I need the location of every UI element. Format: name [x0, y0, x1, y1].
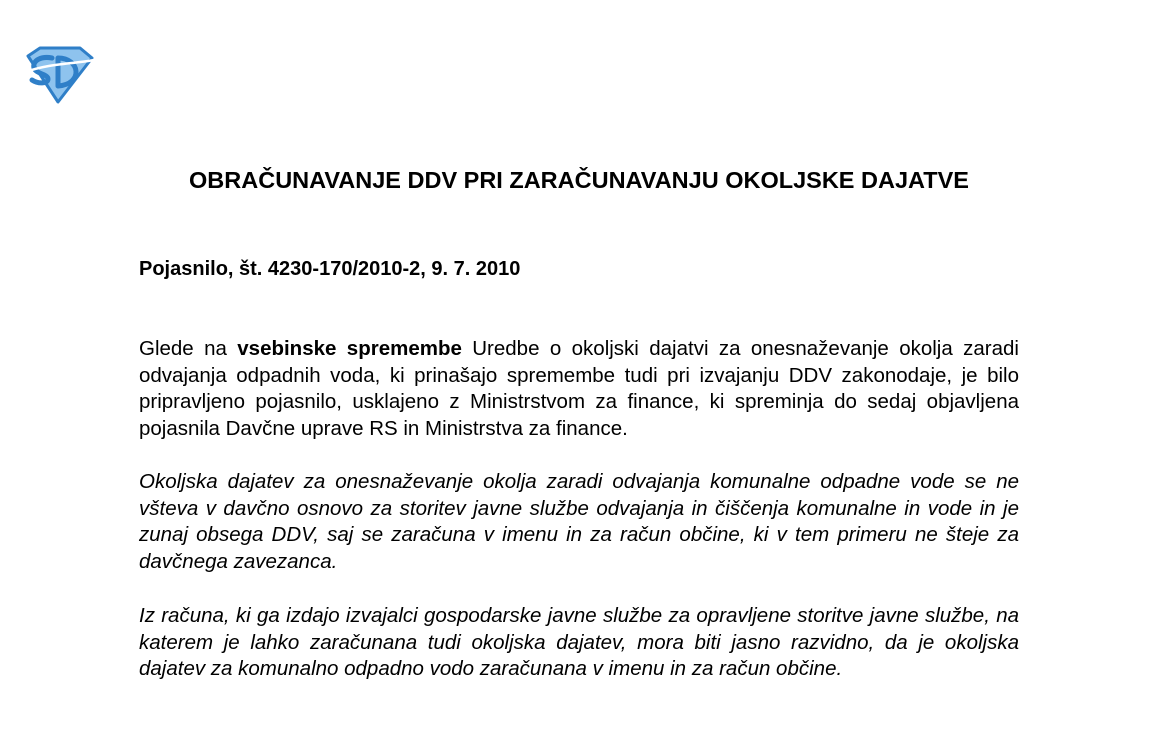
- paragraph-2: Okoljska dajatev za onesnaževanje okolja zaradi odvajanja komunalne odpadne vode se ne všteva v davčno osnovo za storitev javne službe odvajanja in čiščenja komunalne in vode in je zunaj obsega DDV, saj se zaračuna v imenu in za račun občine, ki v tem primeru ne šteje za davčnega zavezanca.: [139, 470, 1019, 573]
- document-reference: Pojasnilo, št. 4230-170/2010-2, 9. 7. 2010: [139, 258, 521, 280]
- document-title: OBRAČUNAVANJE DDV PRI ZARAČUNAVANJU OKOLJSKE DAJATVE: [189, 167, 969, 193]
- paragraph-1-rest: Uredbe o okoljski dajatvi za onesnaževanje okolja zaradi odvajanja odpadnih voda, ki prinašajo spremembe tudi pri izvajanju DDV zakonodaje, je bilo pripravljeno pojasnilo, usklajeno z Ministrstvom za finance, ki spreminja do sedaj objavljena pojasnila Davčne uprave RS in Ministrstva za finance.: [139, 337, 1019, 440]
- paragraph-1: [139, 336, 1019, 442]
- paragraph-1-lead: Glede na: [139, 337, 238, 360]
- paragraph-1-emphasis: vsebinske spremembe: [237, 337, 462, 360]
- company-logo-icon: [22, 46, 96, 104]
- paragraph-3: Iz računa, ki ga izdajo izvajalci gospodarske javne službe za opravljene storitve javne službe, na katerem je lahko zaračunana tudi okoljska dajatev, mora biti jasno razvidno, da je okoljska dajatev za komunalno odpadno vodo zaračunana v imenu in za račun občine.: [139, 604, 1019, 681]
